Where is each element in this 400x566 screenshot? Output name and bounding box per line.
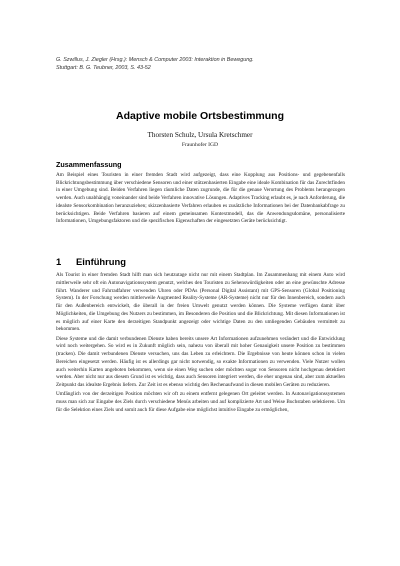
abstract-heading: Zusammenfassung	[56, 160, 122, 169]
body-paragraph: Als Tourist in einer fremden Stadt hilft man sich heutzutage nicht nur mit einem Stadtplan. Im Zusammenhang mit einem Auto wird mittlerweile sehr oft ein Autonavigationssystem genutzt, welches den Touristen zu Sehenswürdigkeiten oder an eine gewünschte Adresse führt. Wanderer und Fahrradfahrer verwenden Uhren oder PDAs (Personal Digital Assistant) mit GPS-Sensoren (Global Positioning System). In der Forschung werden mittlerweile Augmented Reality-Systeme (AR-Systeme) nicht nur für den Innenbereich, sondern auch für den Außenbereich entwickelt, die überall in der freien Umwelt genutzt werden können. Die Systeme verfügen damit über Möglichkeiten, die Umgebung des Nutzers zu bestimmen, im Besonderen die Position und die Blickrichtung. Mit diesen Informationen ist es möglich auf einer Karte den derzeitigen Standpunkt angezeigt oder wichtige Daten zu den umliegenden Gebäuden vermittelt zu bekommen.	[56, 272, 345, 333]
section-title: Einführung	[76, 256, 126, 267]
body-paragraph: Diese Systeme und die damit verbundenen Dienste haben bereits unsere Art Informationen aufzunehmen verändert und die Entwicklung wird noch weitergehen. So wird es in Zukunft möglich sein, nahezu von überall mit hoher Genauigkeit unsere Position zu bestimmen (tracken). Die damit verbundenen Dienste versuchen, uns das Leben zu erleichtern. Die Ergebnisse von heute können schon in vielen Bereichen eingesetzt werden. Häufig ist es allerdings gar nicht notwendig, so exakte Informationen zu verwenden. Viele Nutzer wollen auch weiterhin Karten angeboten bekommen, wenn sie einen Weg suchen oder möchten sogar von Sensoren nicht hochgenau detektiert werden. Aber nicht nur aus diesem Grund ist es wichtig, dass auch Sensoren integriert werden, die eher ungenau sind, aber zum aktuellen Zeitpunkt das idealste Ergebnis liefern. Zur Zeit ist es ebenso wichtig den Rechenaufwand in diesen mobilen Geräten zu reduzieren.	[56, 335, 345, 388]
paper-authors: Thorsten Schulz, Ursula Kretschmer	[147, 131, 253, 139]
section-heading	[56, 256, 126, 267]
section-number: 1	[56, 256, 62, 267]
paper-title: Adaptive mobile Ortsbestimmung	[115, 110, 285, 122]
body-paragraph: Umfänglich von der derzeitigen Position möchten wir oft zu einem entfernt gelegenen Ort geleitet werden. In Autonavigationssystemen muss man sich zur Eingabe des Ziels durch verschiedene Menüs arbeiten und auf komplizierte Art und Weise Buchstaben selektieren. Um für die Selektion eines Ziels und somit auch für diese Aufgabe eine möglichst intuitive Eingabe zu ermöglichen,	[56, 391, 345, 413]
paper-affiliation: Fraunhofer IGD	[181, 142, 219, 148]
citation-line-1: G. Szwillus, J. Ziegler (Hrsg.): Mensch & Computer 2003: Interaktion in Bewegung.	[56, 57, 254, 63]
abstract-text: Am Beispiel eines Touristen in einer fremden Stadt wird aufgezeigt, dass eine Kopplung aus Positions- und gegebenenfalls Blickrichtungsbestimmung über verschiedene Sensoren und einer stützenbasierten Eingabe eine ideale Kombination für das Zurechtfinden in einer Umgebung sind. Beiden Verfahren liegen räumliche Daten zugrunde, die für die genaue Verortung des Problems herangezogen werden. Auch unabhängig voneinander sind beide Verfahren innovative Lösungen. Adaptives Tracking erlaubt es, je nach Anforderung, die idealste Sensorkombination heranzuziehen; skizzenbasierte Verfahren erlauben es zusätzliche Informationen bei der Datenbankabfrage zu berücksichtigen. Beide Verfahren basieren auf einem gemeinsamen Kontextmodell, das die Anwendungsdomäne, personalisierte Informationen, Umgebungsfaktoren und die spezifischen Eigenschaften der eingesetzten Geräte berücksichtigt.	[56, 172, 345, 225]
citation-header	[56, 56, 356, 72]
section-body	[56, 272, 345, 416]
citation-line-2: Stuttgart: B. G. Teubner, 2003, S. 43-52	[56, 65, 151, 71]
